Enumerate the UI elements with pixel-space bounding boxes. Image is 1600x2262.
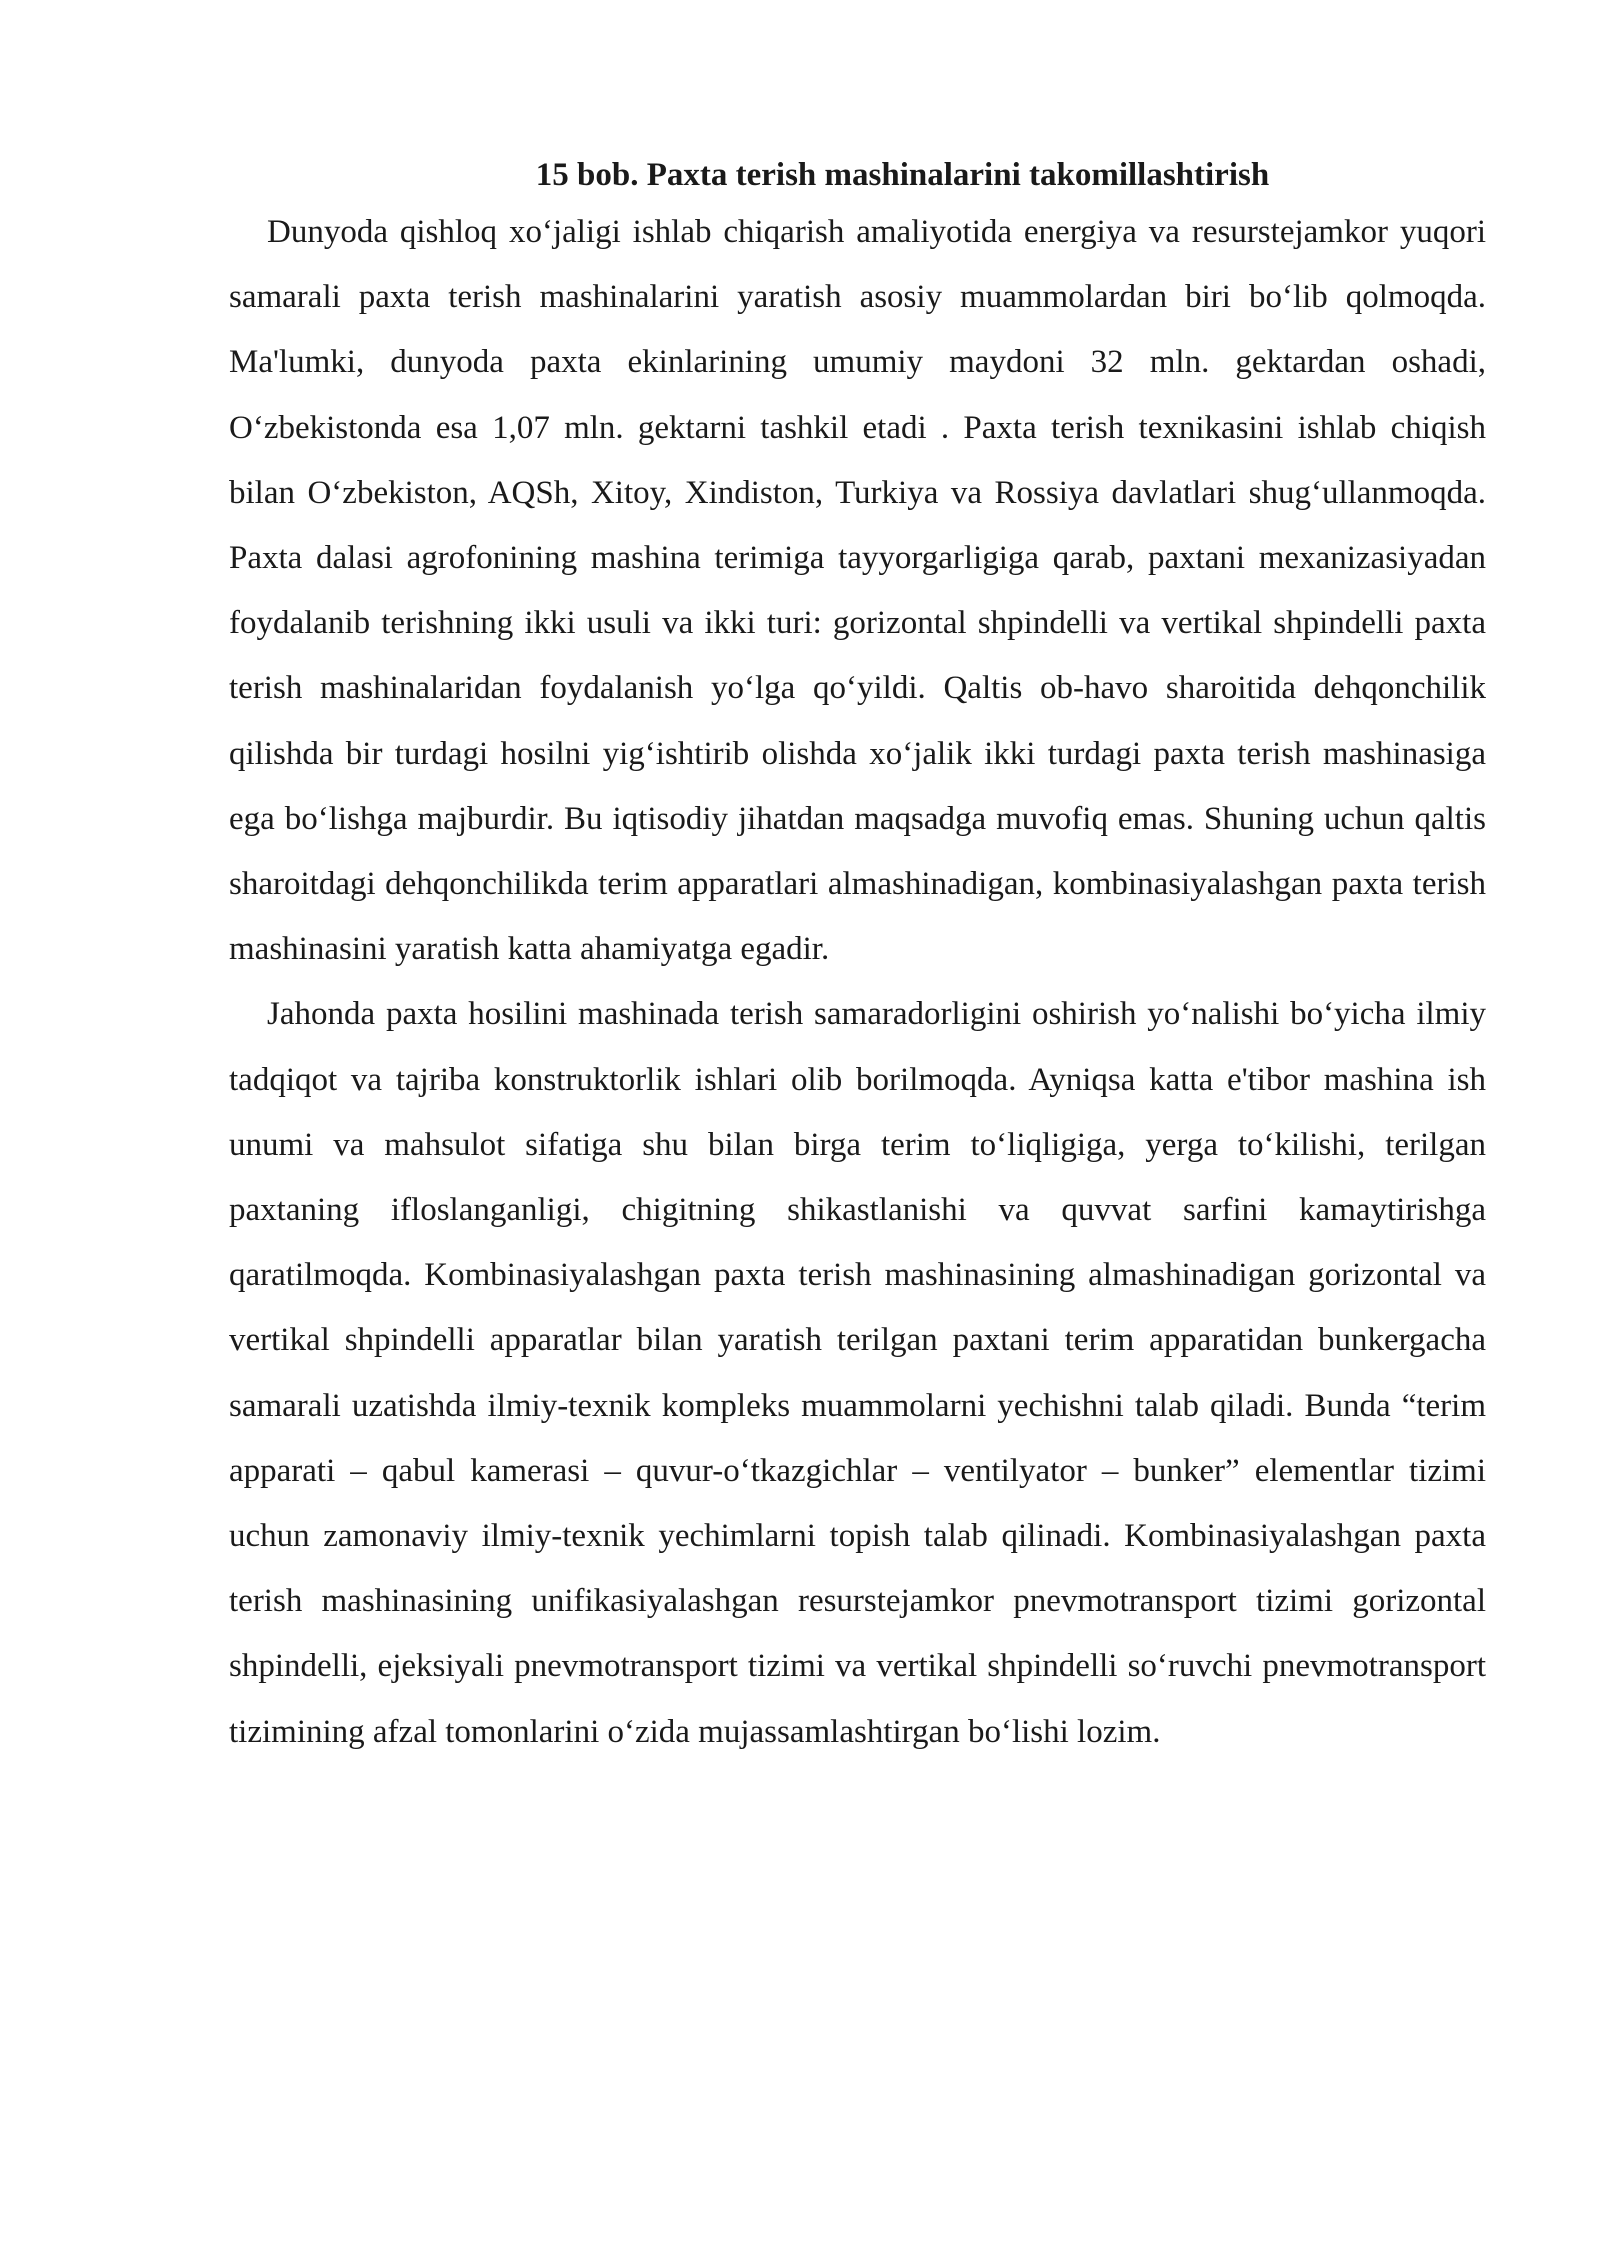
- paragraph-1: Dunyoda qishloq xo‘jaligi ishlab chiqarish amaliyotida energiya va resurstejamkor yuqori samarali paxta terish mashinalarini yaratish asosiy muammolardan biri bo‘lib qolmoqda. Ma'lumki, dunyoda paxta ekinlarining umumiy maydoni 32 mln. gektardan oshadi, O‘zbekistonda esa 1,07 mln. gektarni tashkil etadi . Paxta terish texnikasini ishlab chiqish bilan O‘zbekiston, AQSh, Xitoy, Xindiston, Turkiya va Rossiya davlatlari shug‘ullanmoqda. Paxta dalasi agrofonining mashina terimiga tayyorgarligiga qarab, paxtani mexanizasiyadan foydalanib terishning ikki usuli va ikki turi: gorizontal shpindelli va vertikal shpindelli paxta terish mashinalaridan foydalanish yo‘lga qo‘yildi. Qaltis ob-havo sharoitida dehqonchilik qilishda bir turdagi hosilni yig‘ishtirib olishda xo‘jalik ikki turdagi paxta terish mashinasiga ega bo‘lishga majburdir. Bu iqtisodiy jihatdan maqsadga muvofiq emas. Shuning uchun qaltis sharoitdagi dehqonchilikda terim apparatlari almashinadigan, kombinasiyalashgan paxta terish mashinasini yaratish katta ahamiyatga egadir.: [229, 214, 1486, 968]
- paragraph-2: Jahonda paxta hosilini mashinada terish samaradorligini oshirish yo‘nalishi bo‘yicha ilmiy tadqiqot va tajriba konstruktorlik ishlari olib borilmoqda. Ayniqsa katta e'tibor mashina ish unumi va mahsulot sifatiga shu bilan birga terim to‘liqligiga, yerga to‘kilishi, terilgan paxtaning ifloslanganligi, chigitning shikastlanishi va quvvat sarfini kamaytirishga qaratilmoqda. Kombinasiyalashgan paxta terish mashinasining almashinadigan gorizontal va vertikal shpindelli apparatlar bilan yaratish terilgan paxtani terim apparatidan bunkergacha samarali uzatishda ilmiy-texnik kompleks muammolarni yechishni talab qiladi. Bunda “terim apparati – qabul kamerasi – quvur-o‘tkazgichlar – ventilyator – bunker” elementlar tizimi uchun zamonaviy ilmiy-texnik yechimlarni topish talab qilinadi. Kombinasiyalashgan paxta terish mashinasining unifikasiyalashgan resurstejamkor pnevmotransport tizimi gorizontal shpindelli, ejeksiyali pnevmotransport tizimi va vertikal shpindelli so‘ruvchi pnevmotransport tizimining afzal tomonlarini o‘zida mujassamlashtirgan bo‘lishi lozim.: [229, 996, 1486, 1750]
- document-body: [229, 150, 1486, 1765]
- chapter-heading: 15 bob. Paxta terish mashinalarini takomillashtirish: [535, 157, 1270, 193]
